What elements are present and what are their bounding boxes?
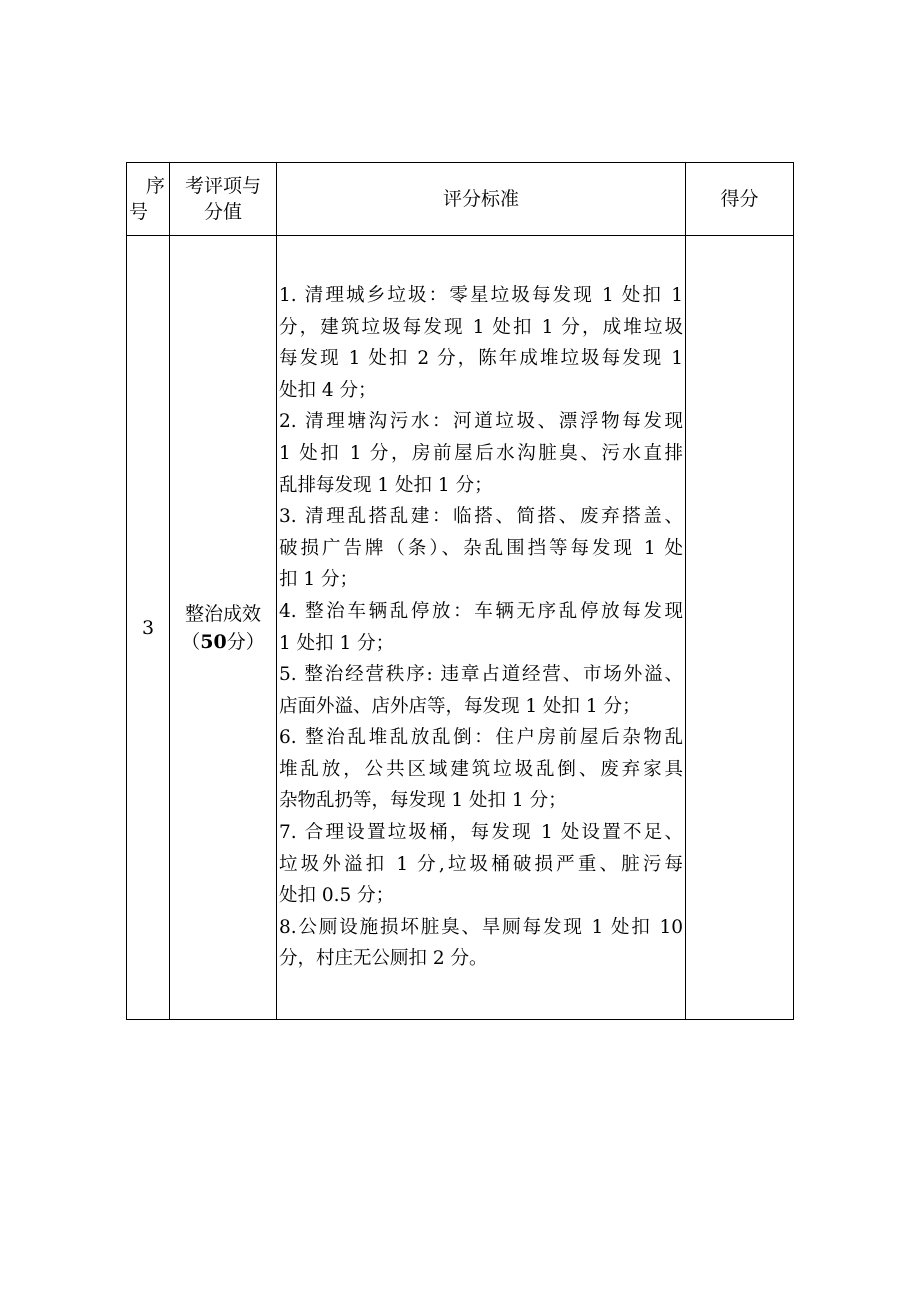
header-score: 得分	[686, 163, 794, 236]
header-row	[127, 163, 794, 236]
criteria-line: 每发现 1 处扣 2 分，陈年成堆垃圾每发现 1	[279, 348, 683, 370]
criteria-line: 破损广告牌（条）、杂乱围挡等每发现 1 处	[279, 537, 683, 559]
criteria-line: 5. 整治经营秩序: 违章占道经营、市场外溢、	[279, 664, 683, 686]
criteria-line: 堆乱放，公共区域建筑垃圾乱倒、废弃家具	[279, 758, 683, 780]
row-score-cell[interactable]	[686, 236, 794, 1020]
criteria-line: 4. 整治车辆乱停放：车辆无序乱停放每发现	[279, 600, 683, 622]
header-seq-line1: 序	[145, 175, 165, 197]
criteria-line: 3. 清理乱搭乱建：临搭、简搭、废弃搭盖、	[279, 506, 683, 528]
item-score-open: （	[181, 630, 201, 653]
criteria-line: 8.公厕设施损坏脏臭、旱厕每发现 1 处扣 10	[279, 916, 683, 938]
criteria-line: 分，村庄无公厕扣 2 分。	[279, 948, 488, 970]
criteria-line: 店面外溢、店外店等，每发现 1 处扣 1 分；	[279, 695, 641, 717]
row-seq: 3	[127, 236, 170, 1020]
criteria-line: 6. 整治乱堆乱放乱倒：住户房前屋后杂物乱	[279, 727, 683, 749]
scoring-table	[126, 162, 794, 1020]
item-score	[170, 628, 276, 656]
row-criteria	[277, 236, 686, 1020]
criteria-line: 2. 清理塘沟污水：河道垃圾、漂浮物每发现	[279, 411, 683, 433]
criteria-line: 1 处扣 1 分，房前屋后水沟脏臭、污水直排	[279, 442, 683, 464]
criteria-line: 垃圾外溢扣 1 分,垃圾桶破损严重、脏污每	[279, 853, 683, 875]
criteria-line: 杂物乱扔等，每发现 1 处扣 1 分；	[279, 790, 567, 812]
criteria-line: 1 处扣 1 分；	[279, 632, 395, 654]
header-seq-line2: 号	[129, 201, 149, 223]
criteria-line: 分，建筑垃圾每发现 1 处扣 1 分，成堆垃圾	[279, 316, 683, 338]
header-seq	[127, 163, 170, 236]
criteria-line: 1. 清理城乡垃圾：零星垃圾每发现 1 处扣 1	[279, 284, 683, 306]
header-item-line1: 考评项与	[184, 175, 261, 197]
header-item-line2: 分值	[203, 201, 242, 223]
criteria-text	[279, 280, 683, 975]
criteria-line: 乱排每发现 1 处扣 1 分；	[279, 474, 493, 496]
criteria-line: 处扣 4 分；	[279, 379, 377, 401]
item-score-value: 50	[200, 630, 227, 653]
criteria-line: 7. 合理设置垃圾桶，每发现 1 处设置不足、	[279, 822, 683, 844]
criteria-line: 扣 1 分；	[279, 569, 359, 591]
row-item	[170, 236, 277, 1020]
criteria-line: 处扣 0.5 分；	[279, 885, 395, 907]
item-name: 整治成效	[184, 602, 261, 625]
header-criteria: 评分标准	[277, 163, 686, 236]
table-row	[127, 236, 794, 1020]
header-item	[170, 163, 277, 236]
item-score-unit: 分）	[226, 630, 265, 653]
